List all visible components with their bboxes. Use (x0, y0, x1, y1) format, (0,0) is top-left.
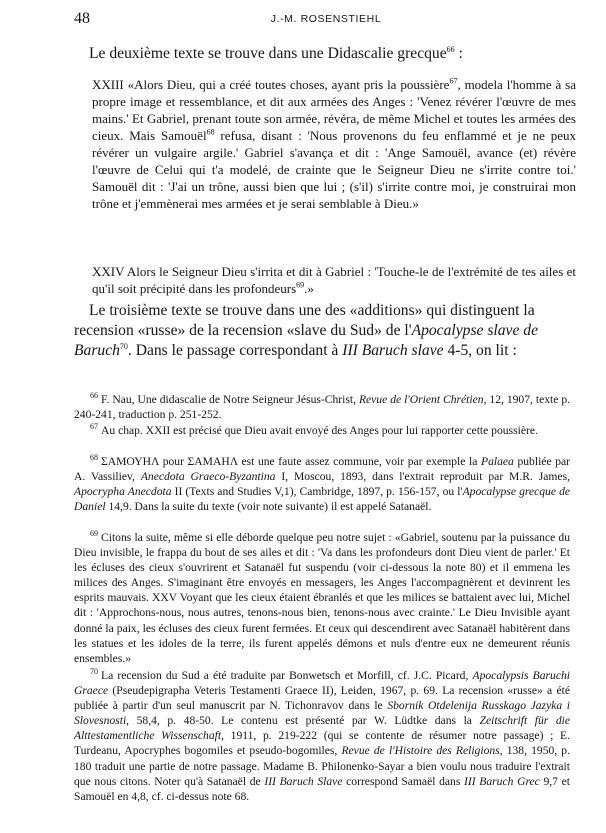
work-title: Apocalypse grecque de Daniel (74, 485, 571, 514)
footnote-70 (74, 668, 570, 804)
page-number: 48 (74, 10, 90, 27)
page-header (74, 10, 578, 30)
footnote-text: ΣΑΜΟΥΗΛ pour ΣΑΜΑΗΛ est une faute assez commune, voir par exemple la (101, 455, 481, 468)
quote-text: , modela l'homme à sa propre image et ressemblance, et dit aux armées des Anges : 'Venez révérer l'œuvre de mes mains.' Et Gabriel, prenant toute son armée, révéra, de même Michel et toutes les armées des cieux. Mais Samouël (92, 77, 577, 143)
paragraph-text: 4-5, on lit : (443, 342, 517, 359)
footnote-number: 68 (90, 453, 98, 463)
footnote-text: 14,9. Dans la suite du texte (voir note suivante) il est appelé Satanaël. (105, 500, 432, 514)
footnote-number: 67 (90, 422, 98, 432)
work-title: Palaea (481, 455, 514, 468)
work-title: III Baruch Grec (464, 774, 540, 788)
footnote-text: , 138, 1950, p. 180 traduit une partie de notre passage. Madame B. Philonenko-Sayar a bien voulu nous traduire l'extrait que nous citons. Noter qu'à Satanaël de (74, 744, 570, 788)
footnote-ref-68: 68 (206, 127, 215, 137)
footnote-text: publiée par A. Vassiliev, (74, 455, 571, 484)
footnote-ref-66: 66 (446, 44, 455, 54)
footnote-number: 70 (90, 667, 98, 677)
journal-title: Sbornik Otdelenija Russkago Jazyka i Slovesnosti (74, 699, 570, 728)
paragraph-text: Le troisième texte se trouve dans une des «additions» qui distinguent la recension «russe» de la recension «slave du Sud» de l' (74, 302, 535, 339)
quote-chapter-23 (92, 76, 576, 212)
footnote-text: I, Moscou, 1893, dans l'extrait reproduit par M.R. James, (275, 470, 570, 484)
intro-text: Le deuxième texte se trouve dans une Didascalie grecque (89, 45, 447, 62)
footnote-69 (74, 530, 570, 666)
quote-text: .» (304, 281, 314, 296)
work-title: III Baruch slave (342, 342, 444, 359)
footnote-text: Au chap. XXII est précisé que Dieu avait envoyé des Anges pour lui rapporter cette poussière. (101, 424, 538, 437)
footnote-ref-70: 70 (119, 341, 128, 351)
footnote-number: 69 (90, 529, 98, 539)
running-head: J.-M. ROSENSTIEHL (270, 13, 382, 25)
footnote-text: correspond Samaël dans (342, 774, 465, 788)
footnote-number: 66 (90, 391, 98, 401)
work-title: Apocalypse slave de Baruch (74, 322, 538, 359)
quote-text: refusa, disant : 'Nous provenons du feu enflammé et je ne peux révérer un vulgaire argile.' Gabriel s'avança et dit : 'Ange Samouël, avance (et) révère l'œuvre de Celui qui t'a modelé, de crainte que le Seigneur Dieu ne s'irrite contre toi.' Samouël dit : 'J'ai un trône, aussi bien que lui ; (s'il) s'irrite contre moi, je construirai mon trône et j'emmènerai mes armées et je serai semblable à Dieu.» (92, 128, 576, 211)
footnote-66 (74, 392, 570, 422)
footnote-text: , 58,4, p. 48-50. Le contenu est présenté par W. Lüdtke dans la (126, 714, 480, 728)
footnote-text: , 12, 1907, texte p. 240-241, traduction p. 251-252. (74, 393, 571, 422)
footnote-text: , 1911, p. 219-222 (qui se contente de résumer notre passage) ; E. Turdeanu, Apocryphes bogomiles et pseudo-bogomiles, (74, 729, 570, 758)
work-title: III Baruch Slave (264, 774, 343, 788)
footnote-text: (Pseudepigrapha Veteris Testamenti Graece II), Leiden, 1967, p. 69. La recension «russe» a été publiée à partir d'un seul manuscrit par N. Tichonravov dans le (74, 684, 570, 713)
intro-end: : (454, 45, 463, 62)
quote-text: XXIII «Alors Dieu, qui a créé toutes choses, ayant pris la poussière (92, 77, 450, 92)
footnote-ref-67: 67 (449, 76, 458, 86)
work-title: Anecdota Graeco-Byzantina (140, 470, 276, 484)
journal-title: Revue de l'Histoire des Religions (341, 744, 500, 758)
journal-title: Revue de l'Orient Chrétien (358, 393, 484, 406)
quote-chapter-24 (92, 263, 576, 297)
paragraph-text: . Dans le passage correspondant à (127, 342, 343, 359)
footnote-ref-69: 69 (296, 280, 305, 290)
work-title: Apocrypha Anecdota (74, 485, 172, 499)
quote-text: XXIV Alors le Seigneur Dieu s'irrita et dit à Gabriel : 'Touche-le de l'extrémité de tes ailes et qu'il soit précipité dans les profondeurs (92, 264, 576, 296)
journal-title: Zeitschrift für die Alttestamentliche Wissenschaft (74, 714, 571, 743)
footnote-text: 9,7 et Samouël en 4,8, cf. ci-dessus note 68. (74, 774, 571, 803)
footnote-text: F. Nau, Une didascalie de Notre Seigneur Jésus-Christ, (101, 393, 359, 406)
third-text-paragraph (74, 301, 578, 361)
footnote-text: La recension du Sud a été traduite par Bonwetsch et Morfill, cf. J.C. Picard, (101, 669, 473, 682)
footnote-text: II (Texts and Studies V,1), Cambridge, 1897, p. 156-157, ou l' (171, 485, 463, 499)
intro-paragraph (74, 44, 578, 64)
footnote-text: Citons la suite, même si elle déborde quelque peu notre sujet : «Gabriel, soutenu par la puissance du Dieu invisible, le frappa du bout de ses ailes et dit : 'Va dans les profondeurs dont Dieu vient de parler.' Et les écluses des cieux s'ouvrirent et Satanaël fut suspendu (voir ci-dessous la note 80) et il emmena les milices des Anges. S'imaginant être envoyés en messagers, les Anges l'accompagnèrent et devinrent les esprits mauvais. XXV Voyant que les cieux étaient ébranlés et que les milices se battaient avec lui, Michel dit : 'Approchons-nous, nous autres, tenons-nous bien, tenons-nous avec crainte.' Le Dieu Invisible ayant donné la paix, les écluses des cieux furent fermées. Et ceux qui descendirent avec Satanaël habitèrent dans les statues et les idoles de la terre, ils furent appelés démons et nuls d'entre eux ne demeurent réunis ensembles.» (74, 531, 570, 665)
footnote-67 (74, 423, 570, 438)
work-title: Apocalypsis Baruchi Graece (74, 669, 570, 698)
footnote-68 (74, 454, 570, 514)
